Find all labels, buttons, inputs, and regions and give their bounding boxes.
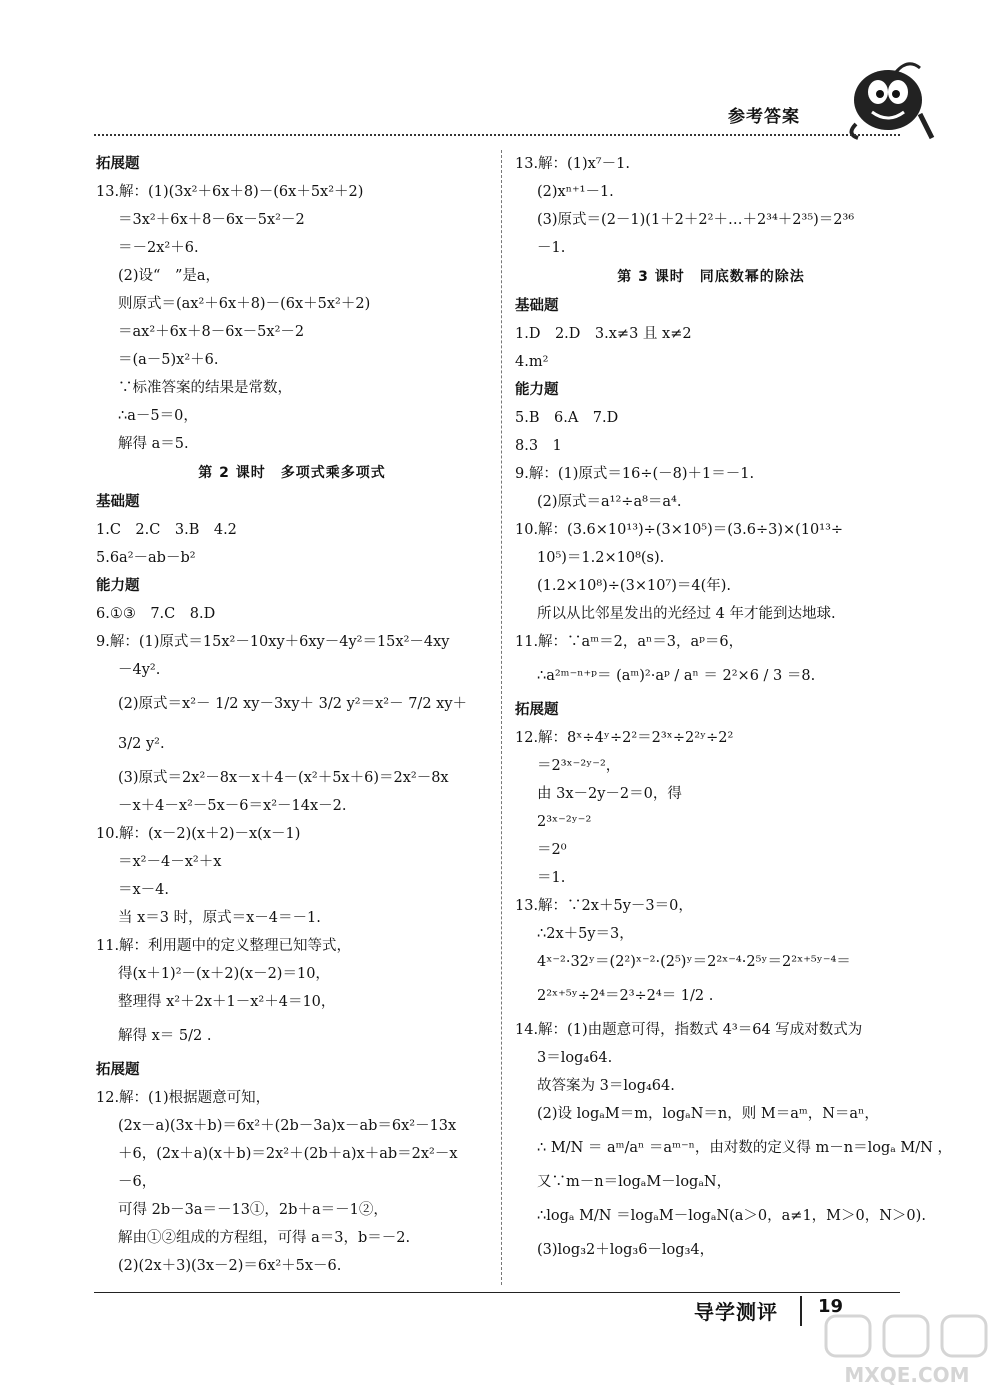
right-column-line: ＝1. [537, 870, 566, 886]
right-column-line: ∴a²ᵐ⁻ⁿ⁺ᵖ＝ (aᵐ)²·aᵖ / aⁿ ＝ 2²×6 / 3 ＝8. [537, 668, 816, 684]
left-column-line: ＝x－4. [118, 882, 170, 898]
left-column-line: (3)原式＝2x²－8x－x＋4－(x²＋5x＋6)＝2x²－8x [118, 770, 449, 786]
right-column [515, 150, 952, 1264]
left-column-line: 得(x＋1)²－(x＋2)(x－2)＝10， [118, 966, 330, 982]
left-column-line: 当 x＝3 时，原式＝x－4＝－1. [118, 910, 321, 926]
left-column-line: 11.解：利用题中的定义整理已知等式， [96, 938, 352, 954]
footer-separator [800, 1296, 802, 1326]
left-column-line: ＝－2x²＋6. [118, 240, 199, 256]
right-column-line: －1. [537, 240, 566, 256]
column-divider [501, 150, 502, 1285]
right-column-line: ＝2³ˣ⁻²ʸ⁻²， [537, 758, 621, 774]
right-column-line: 9.解：(1)原式＝16÷(－8)＋1＝－1. [515, 466, 755, 482]
left-column-line: (2)设“ ”是a， [118, 268, 221, 284]
left-column-line: (2)(2x＋3)(3x－2)＝6x²＋5x－6. [118, 1258, 342, 1274]
left-column-line: ＝x²－4－x²＋x [118, 854, 222, 870]
left-column-line: 解由①②组成的方程组，可得 a＝3，b＝－2. [118, 1230, 411, 1246]
left-column-line: 拓展题 [96, 1062, 140, 1078]
left-column-line: 第 2 课时 多项式乘多项式 [198, 465, 386, 481]
left-column-line: 10.解：(x－2)(x＋2)－x(x－1) [96, 826, 301, 842]
left-column [96, 150, 488, 1280]
left-column-line: 拓展题 [96, 156, 140, 172]
right-column-line: 14.解：(1)由题意可得，指数式 4³＝64 写成对数式为 [515, 1022, 863, 1038]
left-column-line: 13.解：(1)(3x²＋6x＋8)－(6x＋5x²＋2) [96, 184, 364, 200]
right-column-line: 12.解：8ˣ÷4ʸ÷2²＝2³ˣ÷2²ʸ÷2² [515, 730, 734, 746]
right-column-line: (2)设 logₐM＝m，logₐN＝n，则 M＝aᵐ，N＝aⁿ， [537, 1106, 879, 1122]
right-column-line: (2)xⁿ⁺¹－1. [537, 184, 614, 200]
left-column-line: －6， [118, 1174, 157, 1190]
right-column-line: ＝2⁰ [537, 842, 567, 858]
page-number: 19 [818, 1296, 844, 1317]
left-column-line: 则原式＝(ax²＋6x＋8)－(6x＋5x²＋2) [118, 296, 371, 312]
left-column-line: ＝3x²＋6x＋8－6x－5x²－2 [118, 212, 305, 228]
left-column-line: ＝ax²＋6x＋8－6x－5x²－2 [118, 324, 305, 340]
footer-rule [94, 1292, 900, 1293]
left-column-line: 能力题 [96, 578, 140, 594]
footer-title: 导学测评 [694, 1300, 778, 1324]
right-column-line: 4ˣ⁻²·32ʸ＝(2²)ˣ⁻²·(2⁵)ʸ＝2²ˣ⁻⁴·2⁵ʸ＝2²ˣ⁺⁵ʸ⁻⁴＝ [537, 954, 851, 970]
right-column-line: (2)原式＝a¹²÷a⁸＝a⁴. [537, 494, 682, 510]
right-column-line: (3)log₃2＋log₃6－log₃4， [537, 1242, 715, 1258]
right-column-line: 13.解：∵2x＋5y－3＝0， [515, 898, 693, 914]
left-column-line: 9.解：(1)原式＝15x²－10xy＋6xy－4y²＝15x²－4xy [96, 634, 450, 650]
right-column-line: 所以从比邻星发出的光经过 4 年才能到达地球. [537, 606, 836, 622]
right-column-line: 2³ˣ⁻²ʸ⁻² [537, 814, 592, 830]
left-column-line: ＋6，(2x＋a)(x＋b)＝2x²＋(2b＋a)x＋ab＝2x²－x [118, 1146, 458, 1162]
right-column-line: 能力题 [515, 382, 559, 398]
right-column-line: 又∵m－n＝logₐM－logₐN， [537, 1174, 732, 1190]
watermark-logo [822, 1312, 992, 1388]
left-column-line: 解得 x＝ 5/2 . [118, 1028, 212, 1044]
right-column-line: 11.解：∵aᵐ＝2，aⁿ＝3，aᵖ＝6， [515, 634, 744, 650]
left-column-line: 12.解：(1)根据题意可知， [96, 1090, 271, 1106]
left-column-line: 1.C 2.C 3.B 4.2 [96, 522, 237, 538]
watermark-text: MXQE.COM [844, 1363, 970, 1387]
right-column-line: 由 3x－2y－2＝0，得 [537, 786, 682, 802]
right-column-line: 1.D 2.D 3.x≠3 且 x≠2 [515, 326, 692, 342]
right-column-line: 3＝log₄64. [537, 1050, 613, 1066]
left-column-line: 解得 a＝5. [118, 436, 189, 452]
left-column-line: 6.①③ 7.C 8.D [96, 606, 216, 622]
right-column-line: 第 3 课时 同底数幂的除法 [617, 269, 805, 285]
left-column-line: ∴a－5＝0， [118, 408, 198, 424]
left-column-line: 整理得 x²＋2x＋1－x²＋4＝10， [118, 994, 336, 1010]
left-column-line: 3/2 y². [118, 736, 165, 752]
left-column-line: －x＋4－x²－5x－6＝x²－14x－2. [118, 798, 347, 814]
mascot-icon [836, 54, 946, 144]
right-column-line: 5.B 6.A 7.D [515, 410, 619, 426]
left-column-line: (2)原式＝x²－ 1/2 xy－3xy＋ 3/2 y²＝x²－ 7/2 xy＋ [118, 696, 468, 712]
right-column-line: 故答案为 3＝log₄64. [537, 1078, 675, 1094]
left-column-line: ＝(a－5)x²＋6. [118, 352, 219, 368]
right-column-line: ∴logₐ M/N ＝logₐM－logₐN(a＞0，a≠1，M＞0，N＞0). [537, 1208, 926, 1224]
header-rule [94, 134, 900, 136]
right-column-line: 拓展题 [515, 702, 559, 718]
right-column-line: 4.m² [515, 354, 549, 370]
right-column-line: 10⁵)＝1.2×10⁸(s). [537, 550, 665, 566]
left-column-line: 5.6a²－ab－b² [96, 550, 196, 566]
right-column-line: ∴ M/N ＝ aᵐ/aⁿ ＝aᵐ⁻ⁿ，由对数的定义得 m－n＝logₐ M/N ， [537, 1140, 952, 1156]
left-column-line: 可得 2b－3a＝－13①，2b＋a＝－1②， [118, 1202, 388, 1218]
right-column-line: (1.2×10⁸)÷(3×10⁷)＝4(年). [537, 578, 732, 594]
left-column-line: 基础题 [96, 494, 140, 510]
left-column-line: ∵标准答案的结果是常数， [118, 380, 292, 396]
right-column-line: 2²ˣ⁺⁵ʸ÷2⁴＝2³÷2⁴＝ 1/2 . [537, 988, 714, 1004]
right-column-line: 基础题 [515, 298, 559, 314]
right-column-line: 10.解：(3.6×10¹³)÷(3×10⁵)＝(3.6÷3)×(10¹³÷ [515, 522, 844, 538]
left-column-line: (2x－a)(3x＋b)＝6x²＋(2b－3a)x－ab＝6x²－13x [118, 1118, 457, 1134]
right-column-line: (3)原式＝(2－1)(1＋2＋2²＋…＋2³⁴＋2³⁵)＝2³⁶ [537, 212, 855, 228]
header-title: 参考答案 [728, 107, 800, 127]
left-column-line: －4y². [118, 662, 161, 678]
right-column-line: 13.解：(1)x⁷－1. [515, 156, 630, 172]
right-column-line: 8.3 1 [515, 438, 562, 454]
right-column-line: ∴2x＋5y＝3， [537, 926, 634, 942]
